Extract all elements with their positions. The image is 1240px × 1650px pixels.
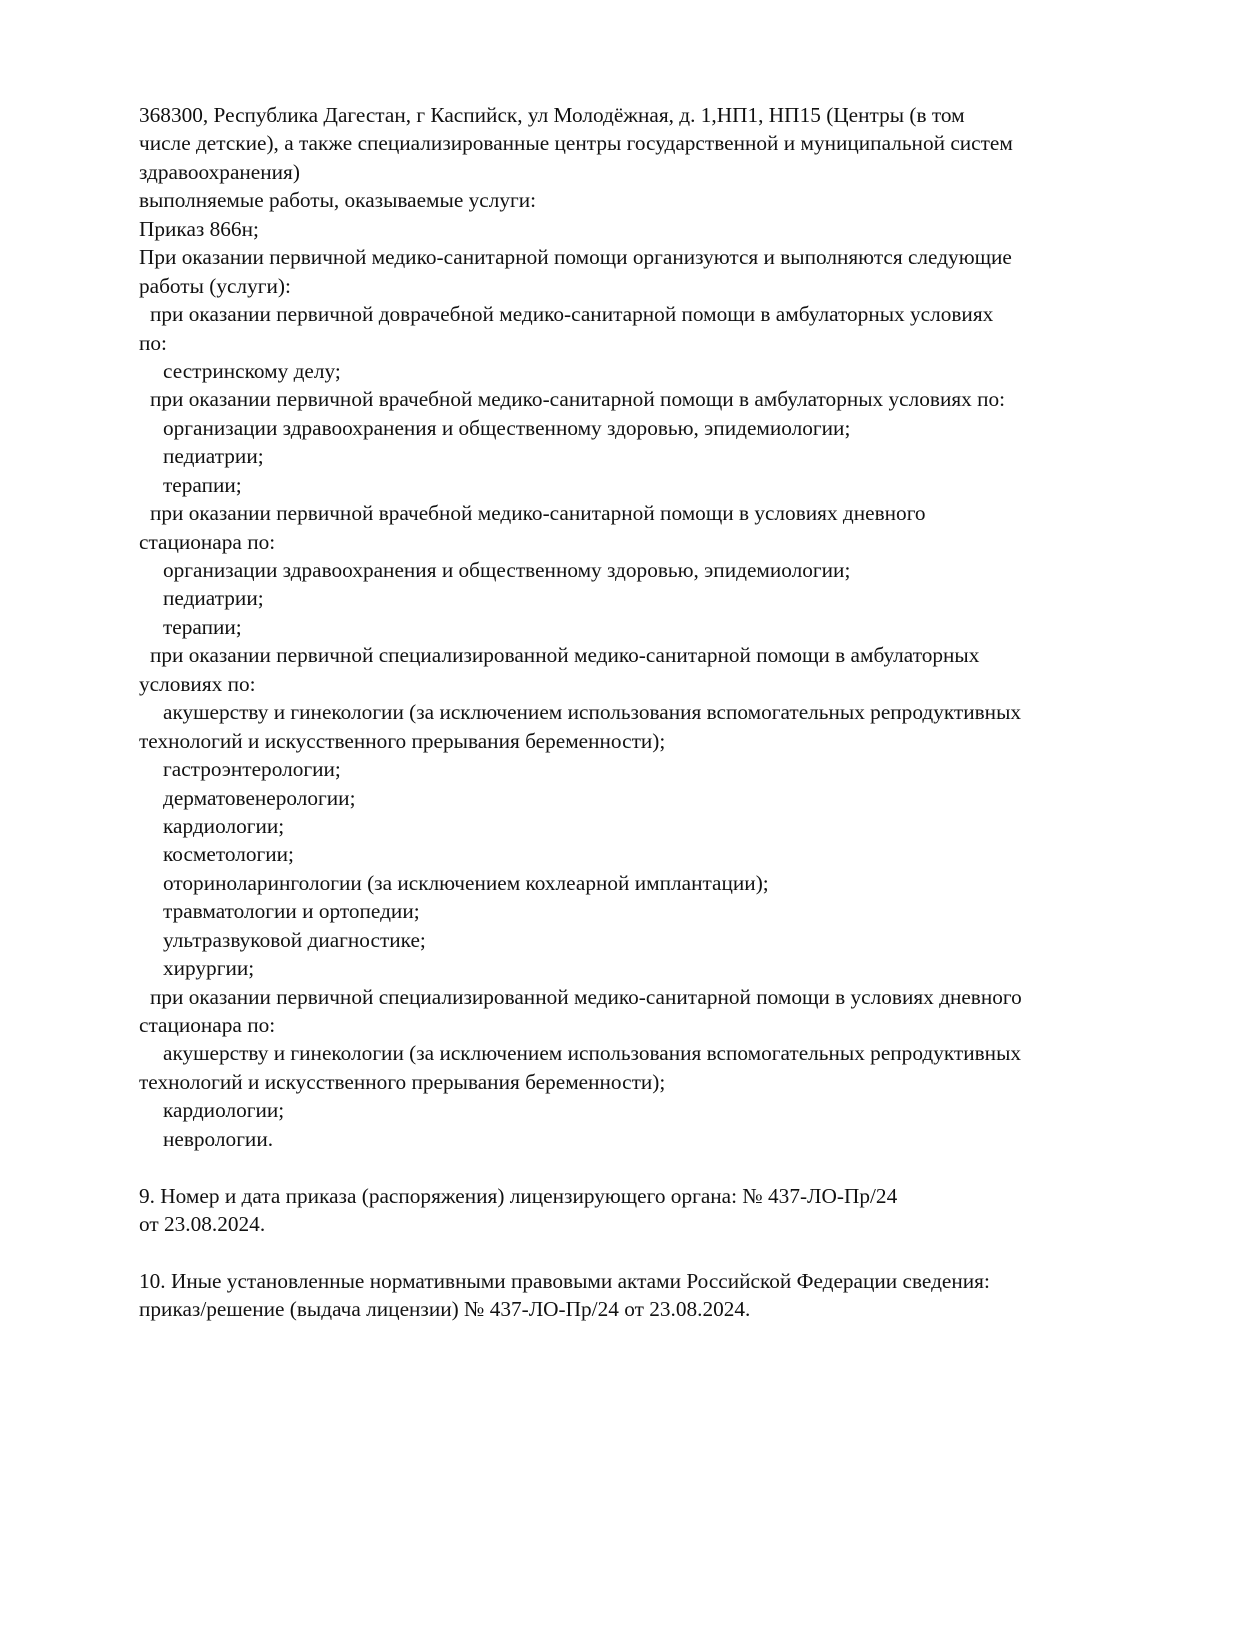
service-item-line: кардиологии; <box>163 813 285 838</box>
item-10-other-info <box>139 1267 1139 1324</box>
service-item-line: педиатрии; <box>163 444 264 469</box>
service-item <box>139 414 1139 442</box>
service-item <box>139 840 1139 868</box>
section-heading-line: условиях по: <box>139 671 256 696</box>
service-item <box>139 471 1139 499</box>
works-label: выполняемые работы, оказываемые услуги: <box>139 188 537 213</box>
service-item-line: косметологии; <box>163 842 294 867</box>
service-item-line: ультразвуковой диагностике; <box>163 927 426 952</box>
service-item <box>139 784 1139 812</box>
service-item <box>139 954 1139 982</box>
service-section <box>139 385 1139 499</box>
section-heading-line: при оказании первичной врачебной медико-санитарной помощи в амбулаторных условиях по: <box>150 387 1006 412</box>
section-heading-line: по: <box>139 330 167 355</box>
service-item-line: терапии; <box>163 614 242 639</box>
section-heading-line: при оказании первичной доврачебной медико-санитарной помощи в амбулаторных условиях <box>150 302 994 327</box>
service-item-line: организации здравоохранения и общественному здоровью, эпидемиологии; <box>163 415 851 440</box>
address-line: числе детские), а также специализированные центры государственной и муниципальной систем <box>139 131 1013 156</box>
service-item <box>139 584 1139 612</box>
service-item-line: сестринскому делу; <box>163 358 341 383</box>
service-item <box>139 869 1139 897</box>
service-item <box>139 698 1139 755</box>
service-item <box>139 926 1139 954</box>
section-heading-line: стационара по: <box>139 529 276 554</box>
spacer <box>139 1239 1139 1267</box>
service-item <box>139 613 1139 641</box>
service-item-line: организации здравоохранения и общественному здоровью, эпидемиологии; <box>163 558 851 582</box>
item10-line: 10. Иные установленные нормативными правовыми актами Российской Федерации сведения: <box>139 1268 990 1293</box>
service-item-line: травматологии и ортопедии; <box>163 899 420 924</box>
service-item-line: педиатрии; <box>163 586 264 611</box>
service-item <box>139 1039 1139 1096</box>
item-9-order-number <box>139 1182 1139 1239</box>
section-heading-line: стационара по: <box>139 1013 276 1037</box>
service-item <box>139 556 1139 584</box>
service-item-line: технологий и искусственного прерывания беременности); <box>139 728 666 753</box>
service-item-line: кардиологии; <box>163 1098 285 1123</box>
item9-line: 9. Номер и дата приказа (распоряжения) лицензирующего органа: № 437-ЛО-Пр/24 <box>139 1183 898 1208</box>
spacer <box>139 1153 1139 1181</box>
document-page <box>139 101 1139 1324</box>
service-item-line: гастроэнтерологии; <box>163 757 341 782</box>
intro-line: работы (услуги): <box>139 273 291 298</box>
intro-line: При оказании первичной медико-санитарной помощи организуются и выполняются следующие <box>139 245 1012 270</box>
service-item <box>139 442 1139 470</box>
service-item-line: акушерству и гинекологии (за исключением использования вспомогательных репродуктивных <box>163 1041 1022 1066</box>
order-reference: Приказ 866н; <box>139 216 259 241</box>
services-list <box>139 300 1139 1153</box>
address-line: здравоохранения) <box>139 159 300 184</box>
service-item-line: неврологии. <box>163 1126 274 1151</box>
service-section <box>139 983 1139 1154</box>
service-item <box>139 897 1139 925</box>
service-section <box>139 641 1139 982</box>
service-item <box>139 357 1139 385</box>
section-heading-line: при оказании первичной специализированной медико-санитарной помощи в амбулаторных <box>150 643 980 668</box>
address-line: 368300, Республика Дагестан, г Каспийск, ул Молодёжная, д. 1,НП1, НП15 (Центры (в том <box>139 103 965 127</box>
service-item-line: акушерству и гинекологии (за исключением использования вспомогательных репродуктивных <box>163 700 1022 725</box>
service-item <box>139 812 1139 840</box>
item10-line: приказ/решение (выдача лицензии) № 437-ЛО-Пр/24 от 23.08.2024. <box>139 1297 751 1322</box>
service-item-line: хирургии; <box>163 956 255 981</box>
service-item <box>139 1096 1139 1124</box>
item9-line: от 23.08.2024. <box>139 1212 266 1237</box>
service-section <box>139 300 1139 385</box>
service-item <box>139 755 1139 783</box>
intro-paragraph <box>139 243 1139 300</box>
section-heading-line: при оказании первичной врачебной медико-санитарной помощи в условиях дневного <box>150 501 926 526</box>
section-heading-line: при оказании первичной специализированной медико-санитарной помощи в условиях дневного <box>150 984 1022 1009</box>
address-block <box>139 101 1139 186</box>
service-section <box>139 499 1139 641</box>
service-item-line: дерматовенерологии; <box>163 785 356 810</box>
service-item-line: оториноларингологии (за исключением кохлеарной имплантации); <box>163 870 769 895</box>
service-item-line: терапии; <box>163 472 242 497</box>
service-item <box>139 1125 1139 1153</box>
service-item-line: технологий и искусственного прерывания беременности); <box>139 1069 666 1094</box>
